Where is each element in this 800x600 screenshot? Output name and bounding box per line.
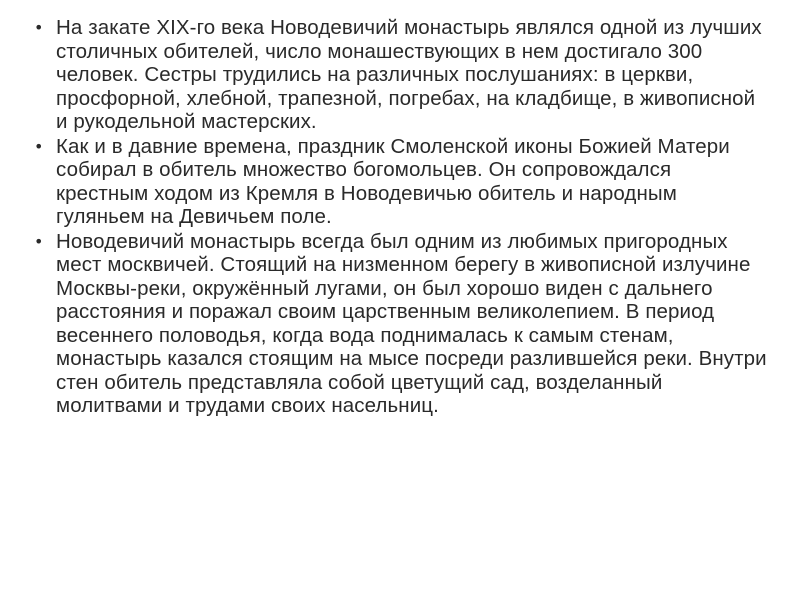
paragraph-late-19th-century <box>34 16 768 134</box>
bullet-list <box>34 16 768 418</box>
paragraph-text: Как и в давние времена, праздник Смоленской иконы Божией Матери собирал в обитель множество богомольцев. Он сопровождался крестным ходом из Кремля в Новодевичью обитель и народным гуляньем на Девичьем поле. <box>56 134 730 228</box>
bullet-icon: • <box>34 136 44 156</box>
paragraph-smolensk-icon-feast <box>34 135 768 229</box>
paragraph-text: На закате XIX-го века Новодевичий монастырь являлся одной из лучших столичных обителей, число монашествующих в нем достигало 300 человек. Сестры трудились на различных послушаниях: в церкви, просфорной, хлебной, трапезной, погребах, на кладбище, в живописной и рукодельной мастерских. <box>56 16 762 133</box>
bullet-icon: • <box>34 18 44 37</box>
paragraph-text: Новодевичий монастырь всегда был одним из любимых пригородных мест москвичей. Стоящий на низменном берегу в живописной излучине Москвы-реки, окружённый лугами, он был хорошо виден с дальнего расстояния и поражал своим царственным великолепием. В период весеннего половодья, когда вода поднималась к самым стенам, монастырь казался стоящим на мысе посреди разлившейся реки. Внутри стен обитель представляла собой цветущий сад, возделанный молитвами и трудами своих насельниц. <box>56 229 767 417</box>
bullet-icon: • <box>34 231 44 251</box>
paragraph-favorite-place <box>34 230 768 418</box>
